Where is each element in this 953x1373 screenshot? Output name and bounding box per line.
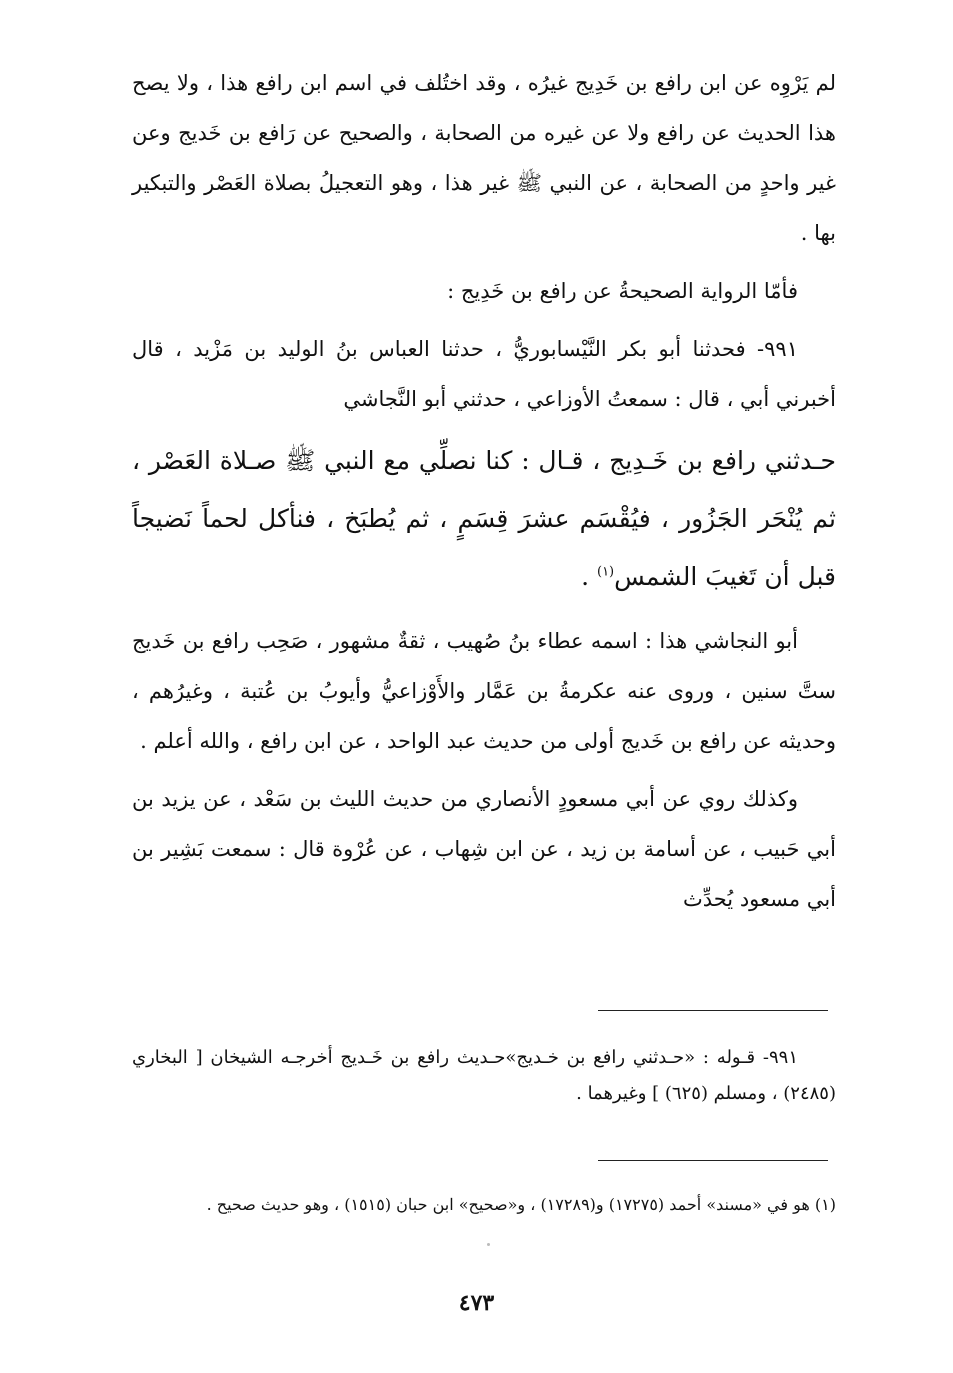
takhrij-text: ٩٩١- قـوله : «حـدثني رافع بن خـديج»حـديث رافع بن خَـديج أخرجـه الشيخان [ البخاري (٢٤٨٥) ، ومسلم (٦٢٥) ] وغيرهما . <box>132 1047 836 1104</box>
speck <box>487 1243 490 1246</box>
hadith-isnad: ٩٩١- فحدثنا أبو بكر النَّيْسابوريُّ ، حدثنا العباس بنُ الوليد بن مَزْيد ، قال أخبرني أبي ، قال : سمعتُ الأوزاعي ، حدثني أبو النَّجاشي <box>132 337 836 411</box>
paragraph-commentary: أبو النجاشي هذا : اسمه عطاء بنُ صُهيب ، ثقةٌ مشهور ، صَحِب رافع بن خَديج ستَّ سنين ، وروى عنه عكرمةُ بن عَمَّار والأَوْزاعيُّ وأيوبُ بن عُتبة ، وغيرُهم ، وحديثه عن رافع بن خَديج أولى من حديث عبد الواحد ، عن ابن رافع ، والله أعلم . <box>132 629 836 753</box>
hadith-matn <box>132 432 836 606</box>
hadith-matn-end: . <box>581 562 597 591</box>
separator-rule <box>598 1010 828 1011</box>
hadith-matn-text: حـدثني رافع بن خَـدِيج ، قـال : كنا نصلِّي مع النبي ﷺ صـلاة العَصْر ، ثم يُنْحَر الجَزُور ، فيُقْسَم عشرَ قِسَمٍ ، ثم يُطبَخ ، فنأكل لحماً نَضيجاً قبل أن تَغيبَ الشمس <box>132 446 836 591</box>
main-text <box>132 58 836 924</box>
footnote-rule <box>598 1160 828 1161</box>
takhrij-note <box>132 1040 836 1112</box>
footnote <box>132 1190 836 1220</box>
paragraph-5: وكذلك روي عن أبي مسعودٍ الأنصاري من حديث الليث بن سَعْد ، عن يزيد بن أبي حَبيب ، عن أسامة بن زيد ، عن ابن شِهاب ، عن عُرْوة قال : سمعت بَشِير بن أبي مسعود يُحدِّث <box>132 787 836 911</box>
footnote-text: (١) هو في «مسند» أحمد (١٧٢٧٥) و(١٧٢٨٩) ، و«صحيح» ابن حبان (١٥١٥) ، وهو حديث صحيح . <box>206 1195 836 1214</box>
footnote-marker: (١) <box>596 564 615 580</box>
paragraph-2: فأمّا الرواية الصحيحةُ عن رافع بن خَدِيج : <box>447 279 798 303</box>
paragraph-1: لم يَرْوِه عن ابن رافع بن خَدِيج غيرُه ، وقد اختُلف في اسم ابن رافع هذا ، ولا يصح هذا الحديث عن رافع ولا عن غيره من الصحابة ، والصحيح عن رَافع بن خَديج وعن غير واحدٍ من الصحابة ، عن النبي ﷺ غير هذا ، وهو التعجيلُ بصلاة العَصْر والتبكير بها . <box>132 71 836 245</box>
page-number: ٤٧٣ <box>458 1290 495 1316</box>
